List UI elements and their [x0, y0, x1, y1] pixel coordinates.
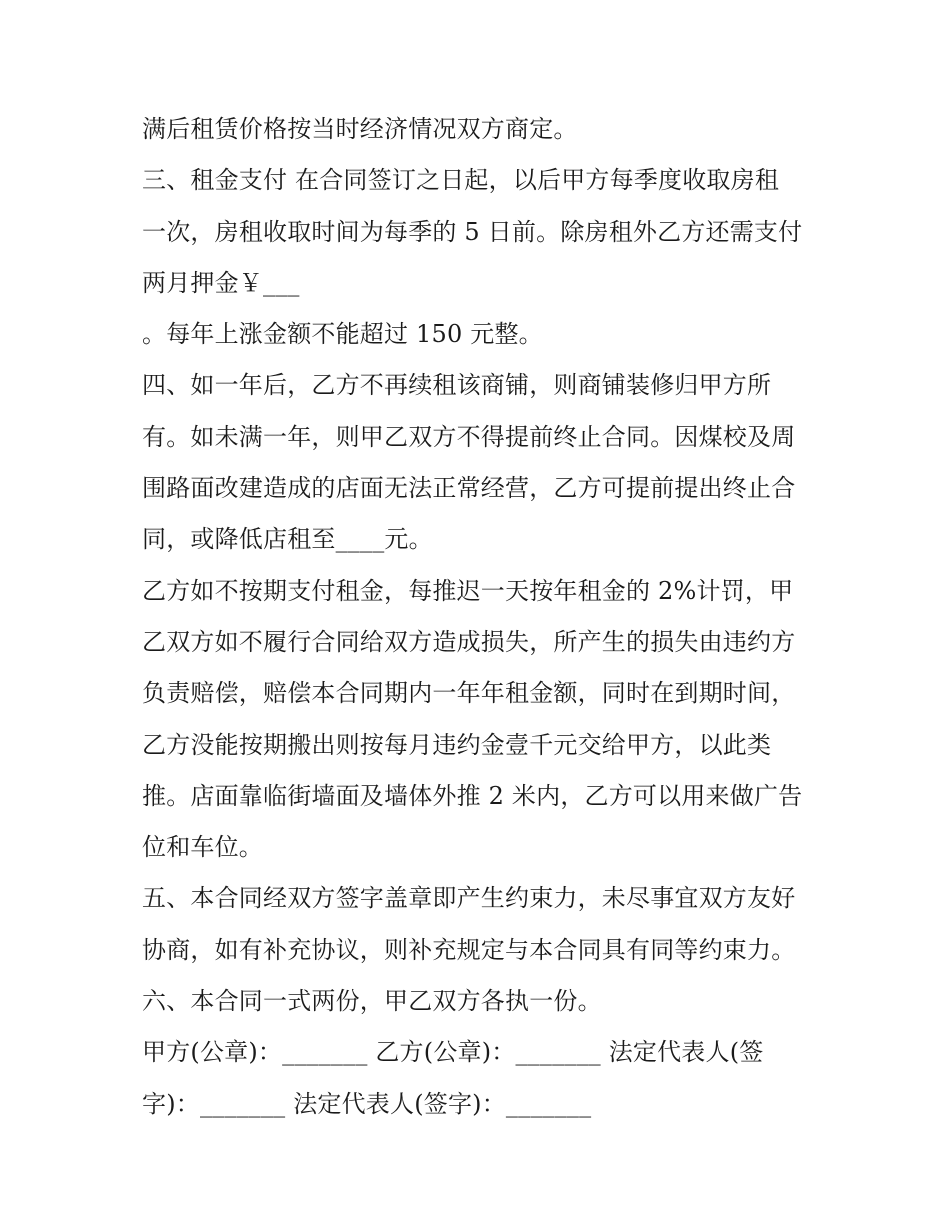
text-line: 六、本合同一式两份，甲乙双方各执一份。 [142, 987, 602, 1016]
text-line: 三、租金支付 在合同签订之日起，以后甲方每季度收取房租 [142, 166, 780, 195]
signature-line: 甲方(公章)：_______ 乙方(公章)：_______ 法定代表人(签 [142, 1038, 764, 1067]
text-line: 围路面改建造成的店面无法正常经营，乙方可提前提出终止合 [142, 474, 796, 503]
text-line: 有。如未满一年，则甲乙双方不得提前终止合同。因煤校及周 [142, 422, 796, 451]
text-line: 同，或降低店租至____元。 [142, 525, 433, 554]
text-line: 乙方如不按期支付租金，每推迟一天按年租金的 2%计罚，甲 [142, 576, 794, 605]
text-line: 五、本合同经双方签字盖章即产生约束力，未尽事宜双方友好 [142, 884, 796, 913]
text-line: 满后租赁价格按当时经济情况双方商定。 [142, 115, 578, 143]
text-line: 一次，房租收取时间为每季的 5 日前。除房租外乙方还需支付 [142, 217, 803, 246]
text-line: 负责赔偿，赔偿本合同期内一年年租金额，同时在到期时间， [142, 679, 796, 708]
text-line: 两月押金￥___ [142, 268, 300, 297]
text-line: 四、如一年后，乙方不再续租该商铺，则商铺装修归甲方所 [142, 371, 772, 400]
text-line: 协商，如有补充协议，则补充规定与本合同具有同等约束力。 [142, 935, 796, 964]
text-line: 乙方没能按期搬出则按每月违约金壹千元交给甲方，以此类 [142, 730, 772, 759]
text-line: 。每年上涨金额不能超过 150 元整。 [142, 320, 543, 349]
text-line: 乙双方如不履行合同给双方造成损失，所产生的损失由违约方 [142, 627, 796, 656]
text-line: 推。店面靠临街墙面及墙体外推 2 米内，乙方可以用来做广告 [142, 781, 803, 810]
text-line: 位和车位。 [142, 833, 263, 862]
contract-body [142, 104, 822, 1130]
signature-line: 字)：_______ 法定代表人(签字)：_______ [142, 1089, 592, 1118]
